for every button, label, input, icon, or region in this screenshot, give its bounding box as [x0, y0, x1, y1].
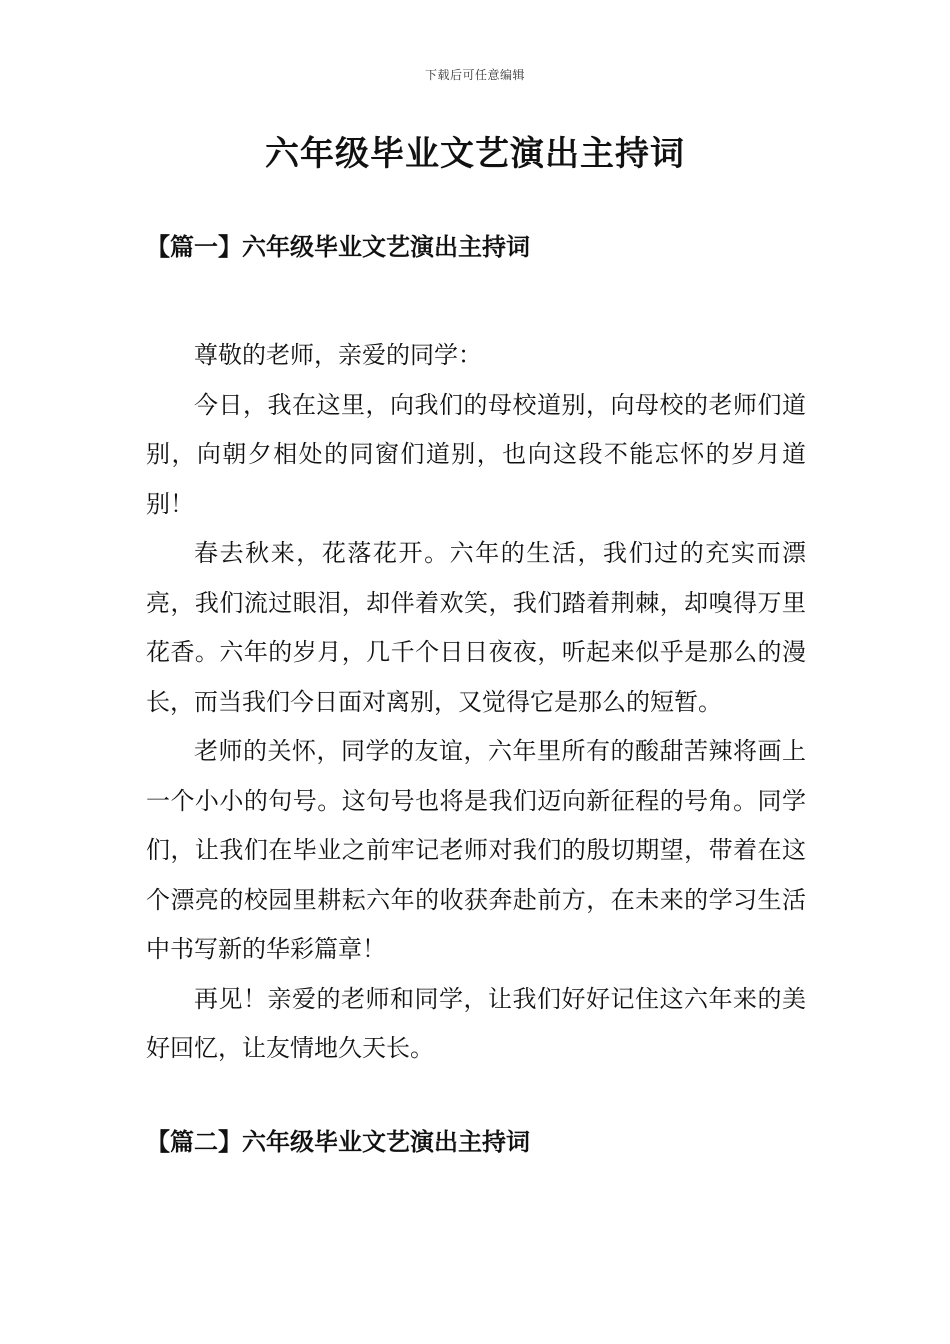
- paragraph-greeting: 尊敬的老师，亲爱的同学：: [194, 341, 482, 369]
- paragraph: 再见！亲爱的老师和同学，让我们好好记住这六年来的美好回忆，让友情地久天长。: [146, 984, 806, 1062]
- body-text: [146, 331, 806, 1074]
- section-heading-two: 【篇二】六年级毕业文艺演出主持词: [146, 1127, 530, 1156]
- document-title: 六年级毕业文艺演出主持词: [265, 134, 685, 174]
- paragraph: 春去秋来，花落花开。六年的生活，我们过的充实而漂亮，我们流过眼泪，却伴着欢笑，我们踏着荆棘，却嗅得万里花香。六年的岁月，几千个日日夜夜，听起来似乎是那么的漫长，而当我们今日面对离别，又觉得它是那么的短暂。: [146, 539, 806, 716]
- header-note: 下载后可任意编辑: [424, 68, 525, 82]
- paragraph: 老师的关怀，同学的友谊，六年里所有的酸甜苦辣将画上一个小小的句号。这句号也将是我们迈向新征程的号角。同学们，让我们在毕业之前牢记老师对我们的殷切期望，带着在这个漂亮的校园里耕耘六年的收获奔赴前方，在未来的学习生活中书写新的华彩篇章！: [146, 737, 806, 963]
- section-heading-one: 【篇一】六年级毕业文艺演出主持词: [146, 232, 530, 261]
- paragraph: 今日，我在这里，向我们的母校道别，向母校的老师们道别，向朝夕相处的同窗们道别，也向这段不能忘怀的岁月道别！: [146, 390, 806, 518]
